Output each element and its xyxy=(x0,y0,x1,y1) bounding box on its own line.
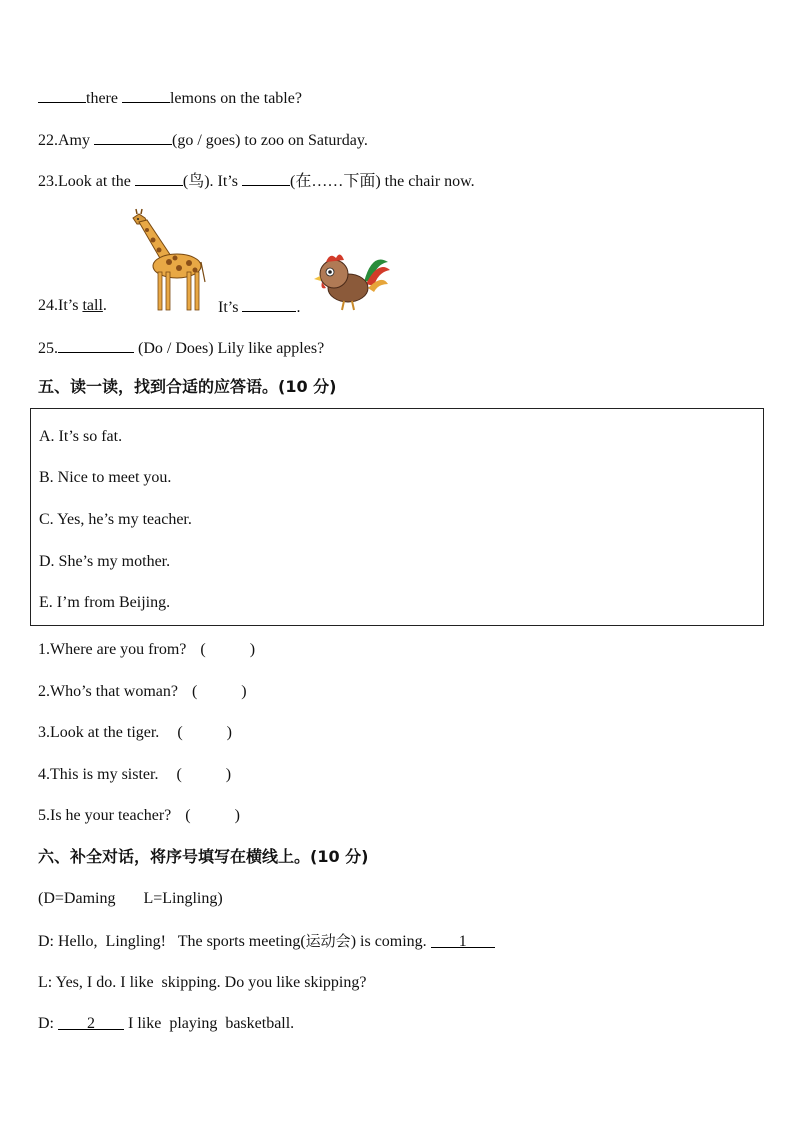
options-box xyxy=(30,408,764,626)
answer-parentheses[interactable]: ( ) xyxy=(191,683,247,700)
answer-blank[interactable] xyxy=(94,129,172,145)
dialog-line-2: L: Yes, I do. I like skipping. Do you like skipping? xyxy=(38,974,367,991)
answer-blank[interactable] xyxy=(242,296,296,312)
example-answer: tall xyxy=(82,297,103,314)
dialog-legend: (D=Daming L=Lingling) xyxy=(38,890,223,907)
giraffe-picture xyxy=(125,208,207,312)
question-5-1: 1.Where are you from? ( ) xyxy=(38,641,256,658)
rooster-picture xyxy=(312,246,392,312)
option-c: C. Yes, he’s my teacher. xyxy=(39,511,192,528)
dialog-blank-1[interactable]: 1 xyxy=(431,932,495,948)
answer-blank[interactable] xyxy=(242,170,290,186)
question-25: 25. (Do / Does) Lily like apples? xyxy=(38,337,324,359)
dialog-line-1: D: Hello, Lingling! The sports meeting(运动会) is coming. 1 xyxy=(38,931,495,952)
option-b: B. Nice to meet you. xyxy=(39,469,172,486)
dialog-line-3: D: 2 I like playing basketball. xyxy=(38,1015,295,1032)
question-5-5: 5.Is he your teacher? ( ) xyxy=(38,807,240,824)
question-5-2: 2.Who’s that woman? ( ) xyxy=(38,683,247,700)
answer-parentheses[interactable]: ( ) xyxy=(185,807,240,824)
answer-blank[interactable] xyxy=(58,337,134,353)
answer-parentheses[interactable]: ( ) xyxy=(176,766,232,783)
question-22: 22.Amy (go / goes) to zoo on Saturday. xyxy=(38,129,368,151)
answer-parentheses[interactable]: ( ) xyxy=(200,641,256,658)
answer-blank[interactable] xyxy=(38,87,86,103)
dialog-blank-2[interactable]: 2 xyxy=(58,1014,124,1030)
answer-blank[interactable] xyxy=(122,87,170,103)
option-d: D. She’s my mother. xyxy=(39,553,171,570)
option-e: E. I’m from Beijing. xyxy=(39,594,171,611)
question-24: 24.It’s tall. xyxy=(38,297,107,314)
answer-blank[interactable] xyxy=(135,170,183,186)
section-6-title: 六、补全对话，将序号填写在横线上。(10 分) xyxy=(38,847,369,866)
question-23: 23.Look at the (鸟). It’s (在……下面) the chair now. xyxy=(38,170,475,192)
question-21: there lemons on the table? xyxy=(38,87,302,109)
answer-parentheses[interactable]: ( ) xyxy=(177,724,232,741)
option-a: A. It’s so fat. xyxy=(39,428,123,445)
question-5-3: 3.Look at the tiger. ( ) xyxy=(38,724,232,741)
section-5-title: 五、读一读，找到合适的应答语。(10 分) xyxy=(38,377,337,396)
question-24-part2: It’s . xyxy=(218,296,300,318)
question-5-4: 4.This is my sister. ( ) xyxy=(38,766,232,783)
